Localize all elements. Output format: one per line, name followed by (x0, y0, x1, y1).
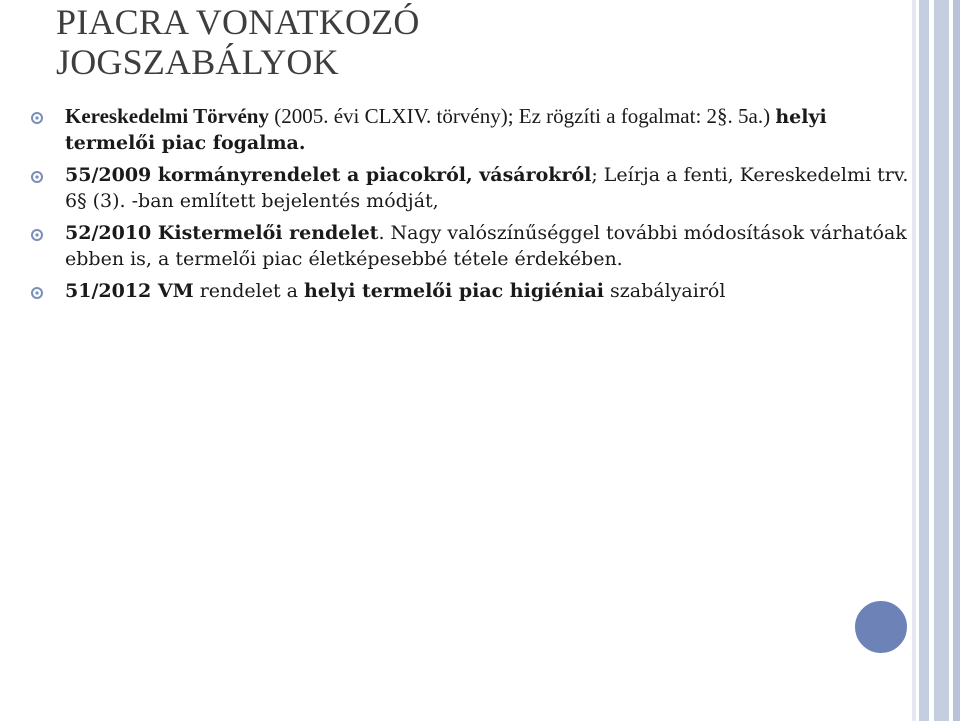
title-line-1: PIACRA VONATKOZÓ (56, 2, 420, 42)
ring-bullet-icon (30, 286, 44, 300)
bullet-2-text: ; Leírja a fenti, Kereskedelmi trv. 6§ (3). -ban említett bejelentés módját, (65, 164, 909, 212)
bullet-4-text: rendelet a (193, 280, 305, 302)
bullet-3-bold-law: 52/2010 Kistermelői rendelet (65, 222, 379, 244)
bullet-item-52-2010 (30, 220, 910, 272)
bullet-1-bold-law: Kereskedelmi Törvény (65, 104, 269, 128)
bullet-item-51-2012 (30, 278, 910, 304)
bullet-1-bold-concept: helyi termelői piac fogalma. (65, 106, 827, 154)
bullet-3-text: . Nagy valószínűséggel további módosítások várhatóak ebben is, a termelői piac életképesebbé tétele érdekében. (65, 222, 907, 270)
stripe (953, 0, 960, 721)
stripe (919, 0, 929, 721)
decorative-stripes (912, 0, 960, 721)
slide-title (56, 2, 896, 82)
bullet-item-55-2009 (30, 162, 910, 214)
bullet-item-kereskedelmi-torveny (30, 103, 910, 156)
bullet-2-bold-law: 55/2009 kormányrendelet a piacokról, vásárokról (65, 164, 592, 186)
bullet-4-bold-law: 51/2012 VM (65, 280, 194, 302)
bullet-4-text-end: szabályairól (604, 280, 726, 302)
bullet-1-text: (2005. évi CLXIV. törvény); Ez rögzíti a fogalmat: 2§. 5a.) (268, 104, 776, 128)
ring-bullet-icon (30, 170, 44, 184)
stripe (934, 0, 949, 721)
title-line-2: JOGSZABÁLYOK (56, 42, 339, 82)
ring-bullet-icon (30, 228, 44, 242)
bullet-list (30, 103, 910, 310)
decorative-circle (852, 598, 910, 656)
bullet-4-bold-topic: helyi termelői piac higiéniai (304, 280, 604, 302)
ring-bullet-icon (30, 111, 44, 125)
